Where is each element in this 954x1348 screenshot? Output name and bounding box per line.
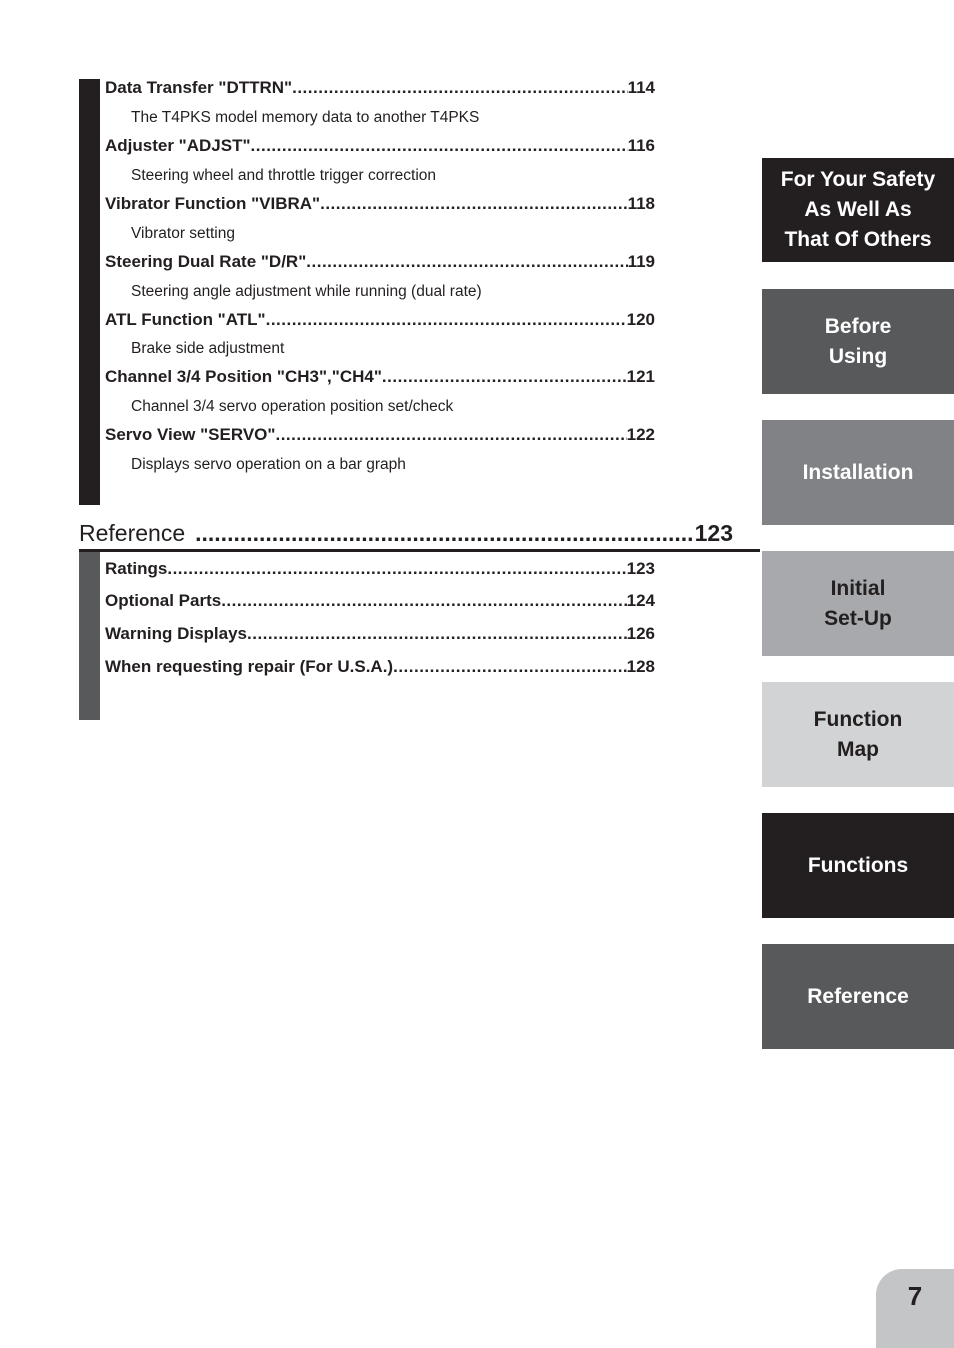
toc-entry-label: Adjuster "ADJST" — [105, 136, 251, 155]
toc-entry-description: The T4PKS model memory data to another T4PKS — [131, 109, 480, 126]
tab-before-using[interactable]: Before Using — [762, 289, 954, 394]
reference-heading-rule — [79, 549, 760, 552]
tab-functions[interactable]: Functions — [762, 813, 954, 918]
toc-entry-steering-dual-rate[interactable] — [105, 252, 655, 272]
toc-entry-page: 128 — [626, 657, 655, 676]
functions-section-bar — [79, 79, 100, 505]
reference-heading-label: Reference — [79, 520, 186, 546]
toc-entry-servo-view[interactable] — [105, 425, 655, 445]
toc-entry-label: Ratings — [105, 559, 168, 578]
toc-entry-page: 114 — [627, 78, 655, 97]
toc-entry-adjuster[interactable] — [105, 136, 655, 156]
toc-entry-channel-position[interactable] — [105, 367, 655, 387]
toc-entry-label: ATL Function "ATL" — [105, 310, 266, 329]
reference-section-bar — [79, 552, 100, 720]
toc-entry-label: Channel 3/4 Position "CH3","CH4" — [105, 367, 382, 386]
toc-entry-description: Steering angle adjustment while running (dual rate) — [131, 283, 482, 300]
tab-function-map[interactable]: Function Map — [762, 682, 954, 787]
toc-entry-repair-request[interactable] — [105, 657, 655, 677]
toc-entry-data-transfer[interactable] — [105, 78, 655, 98]
reference-heading[interactable] — [79, 520, 733, 546]
toc-entry-ratings[interactable] — [105, 559, 655, 579]
toc-entry-description: Steering wheel and throttle trigger correction — [131, 167, 436, 184]
toc-entry-atl[interactable] — [105, 310, 655, 330]
tab-for-your-safety[interactable]: For Your Safety As Well As That Of Others — [762, 158, 954, 262]
reference-heading-page: 123 — [694, 520, 733, 546]
tab-reference[interactable]: Reference — [762, 944, 954, 1049]
toc-entry-description: Vibrator setting — [131, 225, 235, 242]
toc-entry-label: Data Transfer "DTTRN" — [105, 78, 293, 97]
toc-entry-page: 123 — [626, 559, 655, 578]
tab-initial-set-up[interactable]: Initial Set-Up — [762, 551, 954, 656]
toc-entry-description: Displays servo operation on a bar graph — [131, 456, 406, 473]
tab-installation[interactable]: Installation — [762, 420, 954, 525]
toc-entry-page: 120 — [626, 310, 655, 329]
toc-entry-page: 124 — [626, 591, 655, 610]
page-number-tab — [876, 1269, 954, 1348]
toc-entry-page: 119 — [627, 252, 655, 271]
toc-entry-label: Warning Displays — [105, 624, 248, 643]
toc-entry-label: Optional Parts — [105, 591, 222, 610]
toc-entry-warning-displays[interactable] — [105, 624, 655, 644]
toc-entry-page: 126 — [626, 624, 655, 643]
toc-entry-page: 121 — [626, 367, 655, 386]
toc-entry-description: Channel 3/4 servo operation position set/check — [131, 398, 454, 415]
page-number: 7 — [907, 1281, 923, 1311]
toc-entry-optional-parts[interactable] — [105, 591, 655, 611]
toc-entry-page: 122 — [626, 425, 655, 444]
toc-entry-description: Brake side adjustment — [131, 340, 285, 357]
toc-entry-label: Steering Dual Rate "D/R" — [105, 252, 307, 271]
toc-entry-page: 118 — [627, 194, 655, 213]
toc-entry-label: Servo View "SERVO" — [105, 425, 276, 444]
toc-entry-label: Vibrator Function "VIBRA" — [105, 194, 321, 213]
toc-entry-label: When requesting repair (For U.S.A.) — [105, 657, 394, 676]
toc-entry-page: 116 — [627, 136, 655, 155]
toc-entry-vibrator[interactable] — [105, 194, 655, 214]
